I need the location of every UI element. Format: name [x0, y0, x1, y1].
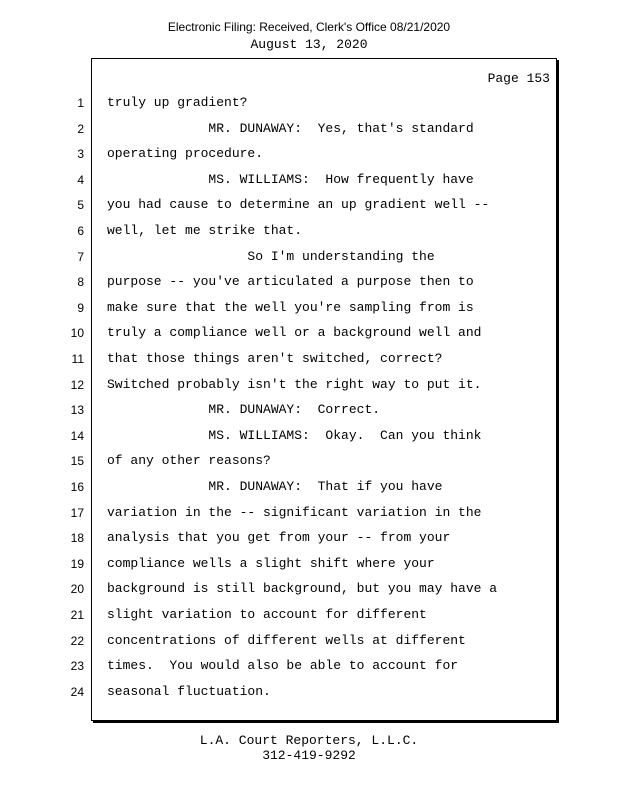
line-number: 1 — [77, 96, 84, 110]
transcript-line — [0, 605, 618, 625]
transcript-line — [0, 195, 618, 215]
line-number: 3 — [77, 147, 84, 162]
line-text: seasonal fluctuation. — [107, 683, 271, 699]
line-number: 17 — [70, 505, 84, 520]
line-text: slight variation to account for different — [107, 607, 427, 622]
line-number: 9 — [77, 300, 84, 315]
transcript-line — [0, 323, 618, 343]
line-text: operating procedure. — [107, 146, 264, 162]
line-text: MR. DUNAWAY: Yes, that's standard — [107, 120, 474, 136]
line-number: 4 — [77, 172, 84, 187]
line-number: 20 — [70, 582, 84, 597]
line-text: times. You would also be able to account for — [107, 658, 459, 674]
line-text: MS. WILLIAMS: How frequently have — [107, 171, 474, 187]
line-text: concentrations of different wells at different — [107, 632, 466, 648]
transcript-line — [0, 298, 618, 318]
line-text: well, let me strike that. — [107, 223, 303, 238]
line-number: 22 — [70, 633, 84, 648]
transcript-line — [0, 477, 618, 497]
line-number: 13 — [70, 403, 84, 418]
transcript-date: August 13, 2020 — [250, 37, 368, 52]
line-text: MS. WILLIAMS: Okay. Can you think — [107, 427, 482, 443]
line-number: 15 — [70, 454, 84, 469]
footer-phone: 312-419-9292 — [262, 748, 356, 763]
line-text: variation in the -- significant variation in the — [107, 504, 482, 520]
transcript-line — [0, 247, 618, 267]
line-number: 16 — [70, 480, 84, 494]
transcript-line — [0, 579, 618, 599]
line-text: compliance wells a slight shift where your — [107, 555, 435, 571]
transcript-line — [0, 119, 618, 139]
line-number: 12 — [70, 377, 84, 392]
transcript-line — [0, 93, 618, 113]
transcript-line — [0, 400, 618, 420]
transcript-line — [0, 656, 618, 676]
transcript-line — [0, 682, 618, 702]
transcript-line — [0, 503, 618, 523]
line-number: 18 — [70, 531, 84, 546]
line-text: Switched probably isn't the right way to put it. — [107, 376, 482, 392]
line-number: 19 — [70, 556, 84, 571]
line-text: you had cause to determine an up gradient well -- — [107, 197, 490, 213]
transcript-line — [0, 349, 618, 369]
line-number: 5 — [77, 198, 84, 213]
line-text: truly up gradient? — [107, 95, 248, 110]
line-number: 2 — [77, 121, 84, 136]
transcript-line — [0, 170, 618, 190]
transcript-line — [0, 375, 618, 395]
line-number: 7 — [77, 249, 84, 264]
transcript-line — [0, 554, 618, 574]
page-number: Page 153 — [487, 71, 550, 86]
line-number: 21 — [70, 608, 84, 622]
filing-stamp: Electronic Filing: Received, Clerk's Office 08/21/2020 — [167, 20, 451, 34]
line-text: of any other reasons? — [107, 453, 271, 469]
line-text: MR. DUNAWAY: Correct. — [107, 402, 381, 418]
line-number: 8 — [77, 275, 84, 290]
line-text: background is still background, but you may have a — [107, 581, 498, 597]
transcript-line — [0, 528, 618, 548]
transcript-line — [0, 221, 618, 241]
line-number: 10 — [70, 326, 84, 341]
transcript-line — [0, 631, 618, 651]
line-text: MR. DUNAWAY: That if you have — [107, 479, 443, 494]
transcript-line — [0, 451, 618, 471]
transcript-line — [0, 144, 618, 164]
line-number: 14 — [70, 428, 84, 443]
line-number: 23 — [70, 659, 84, 674]
footer-company: L.A. Court Reporters, L.L.C. — [199, 733, 419, 748]
line-number: 11 — [71, 352, 84, 366]
line-text: purpose -- you've articulated a purpose then to — [107, 274, 474, 290]
line-text: that those things aren't switched, correct? — [107, 351, 443, 366]
line-text: truly a compliance well or a background well and — [107, 325, 482, 341]
line-number: 24 — [70, 684, 84, 699]
line-text: make sure that the well you're sampling from is — [107, 299, 474, 315]
transcript-line — [0, 426, 618, 446]
line-text: So I'm understanding the — [107, 248, 435, 264]
line-number: 6 — [77, 224, 84, 238]
transcript-line — [0, 272, 618, 292]
line-text: analysis that you get from your -- from your — [107, 530, 451, 546]
